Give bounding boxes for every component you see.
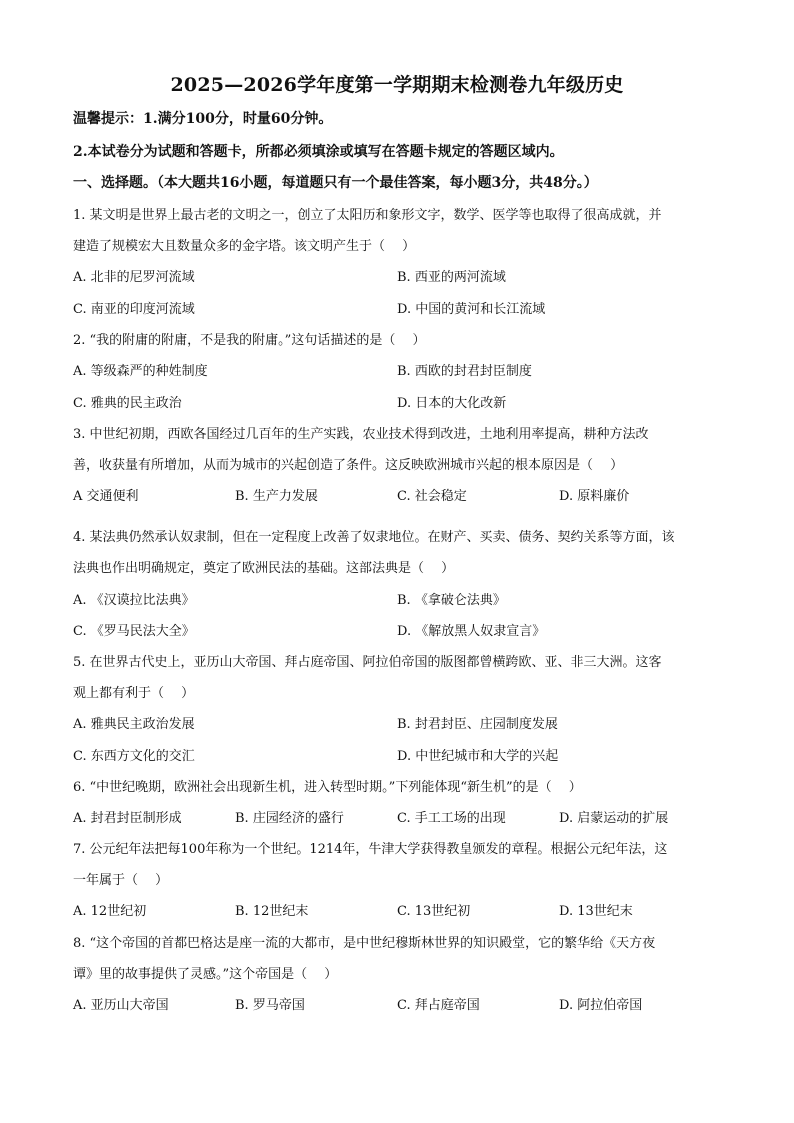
tip-line-2: 2.本试卷分为试题和答题卡，所都必须填涂或填写在答题卡规定的答题区域内。 — [73, 144, 564, 160]
option-c[interactable]: C. 雅典的民主政治 — [73, 396, 182, 411]
question-5-line-2: 观上都有利于（ ） — [73, 686, 195, 701]
option-b[interactable]: B. 庄园经济的盛行 — [235, 811, 344, 826]
question-1-options-row-1 — [73, 266, 723, 286]
option-a[interactable]: A. 等级森严的种姓制度 — [73, 364, 208, 379]
question-6-options-row — [73, 807, 723, 827]
question-4-line-1: 4. 某法典仍然承认奴隶制，但在一定程度上改善了奴隶地位。在财产、买卖、债务、契约关系等方面，该 — [73, 530, 675, 545]
question-1-line-1: 1. 某文明是世界上最古老的文明之一，创立了太阳历和象形文字，数学、医学等也取得了很高成就，并 — [73, 208, 662, 223]
question-5-options-row-2 — [73, 745, 723, 765]
option-c[interactable]: C. 拜占庭帝国 — [397, 998, 480, 1013]
question-8-line-2: 谭》里的故事提供了灵感。”这个帝国是（ ） — [73, 967, 338, 982]
option-a[interactable]: A 交通便利 — [73, 489, 139, 504]
option-a[interactable]: A. 封君封臣制形成 — [73, 811, 182, 826]
option-d[interactable]: D. 阿拉伯帝国 — [559, 998, 643, 1013]
option-d[interactable]: D. 13世纪末 — [559, 904, 633, 919]
option-c[interactable]: C. 南亚的印度河流域 — [73, 302, 195, 317]
option-d[interactable]: D. 《解放黑人奴隶宣言》 — [397, 624, 546, 639]
option-c[interactable]: C. 《罗马民法大全》 — [73, 624, 195, 639]
section-heading: 一、选择题。（本大题共16小题，每道题只有一个最佳答案，每小题3分，共48分。） — [73, 175, 598, 191]
question-4-line-2: 法典也作出明确规定，奠定了欧洲民法的基础。这部法典是（ ） — [73, 561, 455, 576]
option-a[interactable]: A. 《汉谟拉比法典》 — [73, 593, 195, 608]
option-c[interactable]: C. 社会稳定 — [397, 489, 467, 504]
exam-title: 2025—2026学年度第一学期期末检测卷九年级历史 — [170, 74, 624, 96]
question-7-options-row — [73, 900, 723, 920]
option-b[interactable]: B. 生产力发展 — [235, 489, 318, 504]
question-6-line-1: 6. “中世纪晚期，欧洲社会出现新生机，进入转型时期。”下列能体现“新生机”的是（ ） — [73, 780, 582, 795]
option-b[interactable]: B. 封君封臣、庄园制度发展 — [397, 717, 558, 732]
option-b[interactable]: B. 西亚的两河流域 — [397, 270, 506, 285]
question-4-options-row-1 — [73, 589, 723, 609]
question-5-options-row-1 — [73, 713, 723, 733]
question-8-line-1: 8. “这个帝国的首都巴格达是座一流的大都市，是中世纪穆斯林世界的知识殿堂，它的繁华给《天方夜 — [73, 936, 656, 951]
option-a[interactable]: A. 雅典民主政治发展 — [73, 717, 195, 732]
question-7-line-2: 一年属于（ ） — [73, 873, 169, 888]
question-3-line-2: 善，收获量有所增加，从而为城市的兴起创造了条件。这反映欧洲城市兴起的根本原因是（ ） — [73, 458, 624, 473]
question-3-options-row — [73, 485, 723, 505]
option-c[interactable]: C. 13世纪初 — [397, 904, 471, 919]
option-d[interactable]: D. 中世纪城市和大学的兴起 — [397, 749, 559, 764]
question-3-line-1: 3. 中世纪初期，西欧各国经过几百年的生产实践，农业技术得到改进，土地利用率提高，耕种方法改 — [73, 427, 649, 442]
option-c[interactable]: C. 手工工场的出现 — [397, 811, 506, 826]
option-b[interactable]: B. 12世纪末 — [235, 904, 309, 919]
question-2-options-row-1 — [73, 360, 723, 380]
option-b[interactable]: B. 罗马帝国 — [235, 998, 305, 1013]
option-a[interactable]: A. 北非的尼罗河流域 — [73, 270, 195, 285]
option-c[interactable]: C. 东西方文化的交汇 — [73, 749, 195, 764]
option-b[interactable]: B. 西欧的封君封臣制度 — [397, 364, 532, 379]
question-2-line-1: 2. “我的附庸的附庸，不是我的附庸。”这句话描述的是（ ） — [73, 333, 426, 348]
question-1-options-row-2 — [73, 298, 723, 318]
question-1-line-2: 建造了规模宏大且数量众多的金字塔。该文明产生于（ ） — [73, 239, 416, 254]
question-8-options-row — [73, 994, 723, 1014]
option-d[interactable]: D. 中国的黄河和长江流域 — [397, 302, 546, 317]
tip-line-1: 温馨提示：1.满分100分，时量60分钟。 — [73, 111, 333, 127]
question-2-options-row-2 — [73, 392, 723, 412]
question-7-line-1: 7. 公元纪年法把每100年称为一个世纪。1214年，牛津大学获得教皇颁发的章程。根据公元纪年法，这 — [73, 842, 668, 857]
option-d[interactable]: D. 日本的大化改新 — [397, 396, 507, 411]
question-4-options-row-2 — [73, 620, 723, 640]
option-d[interactable]: D. 原料廉价 — [559, 489, 630, 504]
option-b[interactable]: B. 《拿破仑法典》 — [397, 593, 506, 608]
question-5-line-1: 5. 在世界古代史上，亚历山大帝国、拜占庭帝国、阿拉伯帝国的版图都曾横跨欧、亚、非三大洲。这客 — [73, 655, 662, 670]
option-a[interactable]: A. 12世纪初 — [73, 904, 147, 919]
option-a[interactable]: A. 亚历山大帝国 — [73, 998, 169, 1013]
option-d[interactable]: D. 启蒙运动的扩展 — [559, 811, 669, 826]
